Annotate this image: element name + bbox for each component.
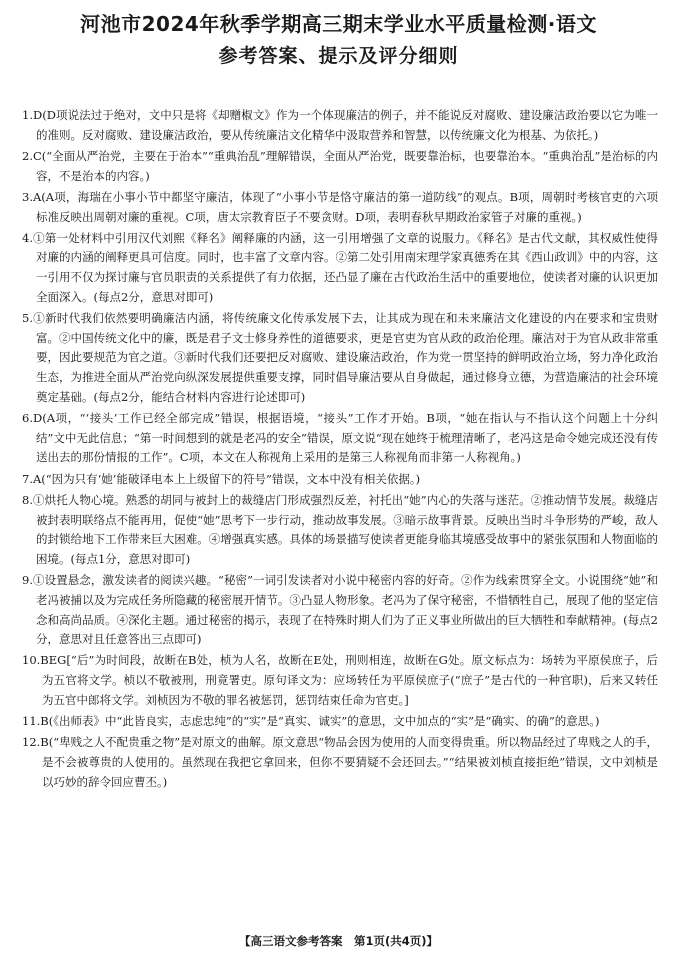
answer-item	[22, 651, 658, 710]
answer-number: 2.	[22, 148, 33, 163]
answer-text: D(A项，“‘接头’工作已经全部完成”错误，根据语境，“接头”工作才开始。B项，“她在指认与不指认这个问题上十分纠结”文中无此信息；“第一时间想到的就是老冯的安全”错误，原文说“现在她终于梳理清晰了，老冯这是命令她完成还没有传送出去的那份情报的工作”。C项，本文在人称视角上采用的是第三人称视角而非第一人称视角。)	[32, 411, 658, 465]
answer-text: D(D项说法过于绝对，文中只是将《却赠椒文》作为一个体现廉洁的例子，并不能说反对腐败、建设廉洁政治要以它为唯一的准则。反对腐败、建设廉洁政治，要从传统廉洁文化精华中汲取营养和智慧，以传统廉文化为根基、为依托。)	[32, 108, 658, 142]
answer-text: B(《出师表》中“此皆良实，志虑忠纯”的“实”是“真实、诚实”的意思，文中加点的“实”是“确实、的确”的意思。)	[40, 714, 600, 729]
answer-item	[22, 409, 658, 468]
answer-item	[22, 733, 658, 792]
answer-item	[22, 229, 658, 308]
answer-number: 4.	[22, 230, 33, 245]
answer-list	[22, 106, 658, 794]
page-footer: 【高三语文参考答案 第1页(共4页)】	[238, 934, 438, 948]
answer-number: 8.	[22, 492, 33, 507]
answer-item	[22, 188, 658, 227]
answer-text: B(“卑贱之人不配贵重之物”是对原文的曲解。原文意思“物品会因为使用的人而变得贵重。所以物品经过了卑贱之人的手，是不会被尊贵的人使用的。虽然现在我把它拿回来，但你不要猜疑不会还回去。”“结果被刘桢直接拒绝”错误，文中刘桢是以巧妙的辞令回应曹丕。)	[40, 735, 658, 789]
page-title: 河池市2024年秋季学期高三期末学业水平质量检测·语文	[80, 12, 597, 36]
answer-number: 1.	[22, 108, 33, 122]
answer-number: 9.	[22, 573, 33, 588]
answer-text: C(“全面从严治党，主要在于治本”“重典治乱”理解错误，全面从严治党，既要靠治标，也要靠治本。“重典治乱”是治标的内容，不是治本的内容。)	[32, 148, 658, 183]
answer-text: ①新时代我们依然要明确廉洁内涵，将传统廉文化传承发展下去，让其成为现在和未来廉洁文化建设的内在要求和宝贵财富。②中国传统文化中的廉，既是君子文士修身养性的道德要求，更是官吏为官从政的政治伦理。廉洁对于为官从政非常重要，因此要规范为官之道。③新时代我们还要把反对腐败、建设廉洁政治，作为党一贯坚持的鲜明政治立场，努力净化政治生态，为推进全面从严治党向纵深发展提供重要支撑，同时倡导廉洁要从自身做起，通过修身立德，为营造廉洁的社会环境奠定基础。(每点2分，能结合材料内容进行论述即可)	[32, 311, 658, 404]
answer-number: 3.	[22, 189, 33, 204]
answer-text: BEG[“后”为时间段，故断在B处，桢为人名，故断在E处，刑则相连，故断在G处。原文标点为：场转为平原侯庶子，后为五官将文学。桢以不敬被刑，刑竟署吏。原句译文为：应场转任为平原侯庶子(“庶子”是古代的一种官职)，后来又转任为五官中郎将文学。刘桢因为不敬的罪名被惩罚，惩罚结束任命为官吏。]	[40, 653, 658, 707]
answer-number: 12.	[22, 735, 41, 750]
answer-item	[22, 147, 658, 186]
answer-text: A(“因为只有‘她’能破译电本上上级留下的符号”错误，文本中没有相关依据。)	[32, 471, 421, 486]
answer-number: 11.	[22, 714, 41, 729]
page-subtitle: 参考答案、提示及评分细则	[218, 45, 459, 67]
answer-number: 7.	[22, 471, 33, 486]
answer-item	[22, 571, 658, 650]
answer-text: ①第一处材料中引用汉代刘熙《释名》阐释廉的内涵，这一引用增强了文章的说服力。《释名》是古代文献，其权威性使得对廉的内涵的阐释更具可信度。同时，也丰富了文章内容。②第二处引用南宋理学家真德秀在其《西山政训》中的内容，这一引用不仅为探讨廉与官员职责的关系提供了有力依据，还凸显了廉在古代政治生活中的重要地位，使读者对廉的认识更加全面深入。(每点2分，意思对即可)	[32, 230, 658, 304]
answer-text: ①烘托人物心境。熟悉的胡同与被封上的裁缝店门形成强烈反差，衬托出“她”内心的失落与迷茫。②推动情节发展。裁缝店被封表明联络点不能再用，促使“她”思考下一步行动，推动故事发展。③暗示故事背景。反映出当时斗争形势的严峻，敌人的封锁给地下工作带来巨大困难。④增强真实感。具体的场景描写使读者更能身临其境感受故事中的紧张氛围和人物面临的困境。(每点1分，意思对即可)	[32, 492, 658, 566]
answer-number: 5.	[22, 311, 33, 326]
answer-item	[22, 106, 658, 145]
answer-number: 10.	[22, 653, 41, 668]
answer-item	[22, 712, 658, 732]
answer-item	[22, 470, 658, 490]
answer-text: A(A项，海瑞在小事小节中都坚守廉洁，体现了“小事小节是恪守廉洁的第一道防线”的观点。B项，周朝时考核官吏的六项标准反映出周朝对廉的重视。C项，唐太宗教育臣子不要贪财。D项，表明春秋早期政治家管子对廉的重视。)	[32, 189, 658, 224]
answer-item	[22, 491, 658, 570]
answer-number: 6.	[22, 411, 33, 426]
answer-text: ①设置悬念，激发读者的阅读兴趣。“秘密”一词引发读者对小说中秘密内容的好奇。②作为线索贯穿全文。小说围绕“她”和老冯被捕以及为完成任务所隐藏的秘密展开情节。③凸显人物形象。老冯为了保守秘密，不惜牺牲自己，展现了他的坚定信念和高尚品质。④深化主题。通过秘密的揭示，表现了在特殊时期人们为了正义事业所做出的巨大牺牲和奉献精神。(每点2分，意思对且任意答出三点即可)	[32, 573, 658, 647]
answer-item	[22, 309, 658, 408]
